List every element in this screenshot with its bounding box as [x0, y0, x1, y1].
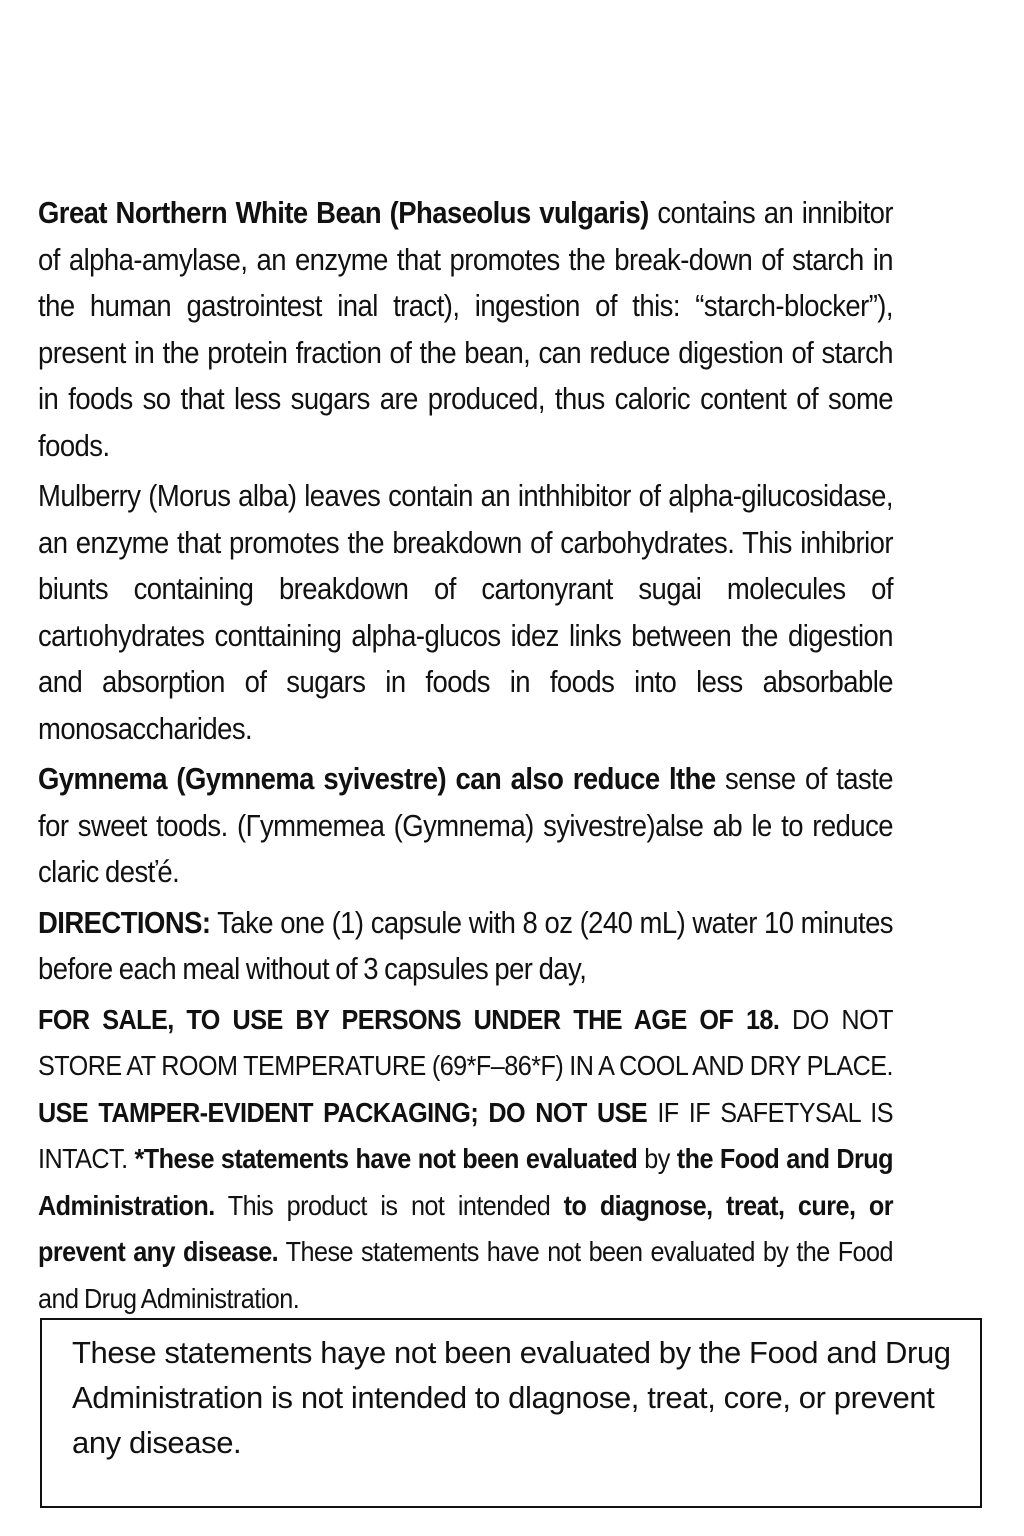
gymnema-paragraph — [38, 756, 893, 896]
mulberry-heading: Mulberry — [38, 479, 141, 513]
fda-agency-name: the Food and Drug Administration. — [38, 1143, 894, 1221]
tamper-warning: USE TAMPER-EVIDENT PACKAGING; DO NOT USE — [38, 1096, 648, 1128]
storage-instructions: DO NOT STORE AT ROOM TEMPERATURE (69*F–86*F) IN A COOL AND DRY PLACE. — [38, 1003, 893, 1081]
sale-age-warning: FOR SALE, TO USE BY PERSONS UNDER THE AGE OF 18. — [38, 1003, 780, 1035]
directions-text: Take one (1) capsule with 8 oz (240 mL) water 10 minutes before each meal without of 3 capsules per day, — [38, 905, 894, 986]
white-bean-description: contains an innibitor of alpha-amylase, an enzyme that promotes the break-down of starch in the human gastrointest inal tract), ingestion of this: “starch-blocker”), present in the protein fraction of the bean, can reduce digestion of starch in foods so that less sugars are produced, thus caloric content of some foods. — [38, 196, 894, 463]
gymnema-heading: Gymnema (Gymnema syivestre) can also reduce lthe — [38, 762, 716, 796]
fda-statement-bold: *These statements have not been evaluated — [134, 1143, 638, 1174]
white-bean-paragraph — [38, 190, 893, 469]
warnings-paragraph — [38, 997, 893, 1323]
fda-disclaimer-text: These statements haye not been evaluated by the Food and Drug Administration is not intended to dlagnose, treat, core, or prevent any disease. — [72, 1335, 951, 1460]
mulberry-description: (Morus alba) leaves contain an inthhibitor of alpha-gilucosidase, an enzyme that promotes the breakdown of carbohydrates. This inhibrior biunts containing breakdown of cartonyrant sugai molecules of cartıohydrates conttaining alpha-glucos idez links between the digestion and absorption of sugars in foods in foods into less absorbable monosaccharides. — [38, 479, 894, 746]
fda-intended-text: This product is not intended — [214, 1189, 564, 1221]
mulberry-paragraph — [38, 473, 893, 752]
supplement-label-text — [38, 190, 893, 1326]
fda-disease-disclaimer: to diagnose, treat, cure, or prevent any disease. — [38, 1189, 894, 1267]
white-bean-heading: Great Northern White Bean (Phaseolus vulgaris) — [38, 196, 649, 230]
directions-paragraph — [38, 900, 893, 993]
gymnema-description: sense of taste for sweet toods. (Гymmemea (Gymnema) syivestre)alse ab le to reduce claric desťé. — [38, 762, 893, 889]
fda-statement-by: by — [637, 1143, 677, 1174]
fda-disclaimer-box — [40, 1318, 982, 1508]
directions-label: DIRECTIONS: — [38, 905, 211, 940]
tamper-seal-text: IF IF SAFETYSAL IS INTACT. — [38, 1096, 894, 1174]
fda-statement-repeat: These statements have not been evaluated by the Food and Drug Administration. — [38, 1236, 893, 1314]
